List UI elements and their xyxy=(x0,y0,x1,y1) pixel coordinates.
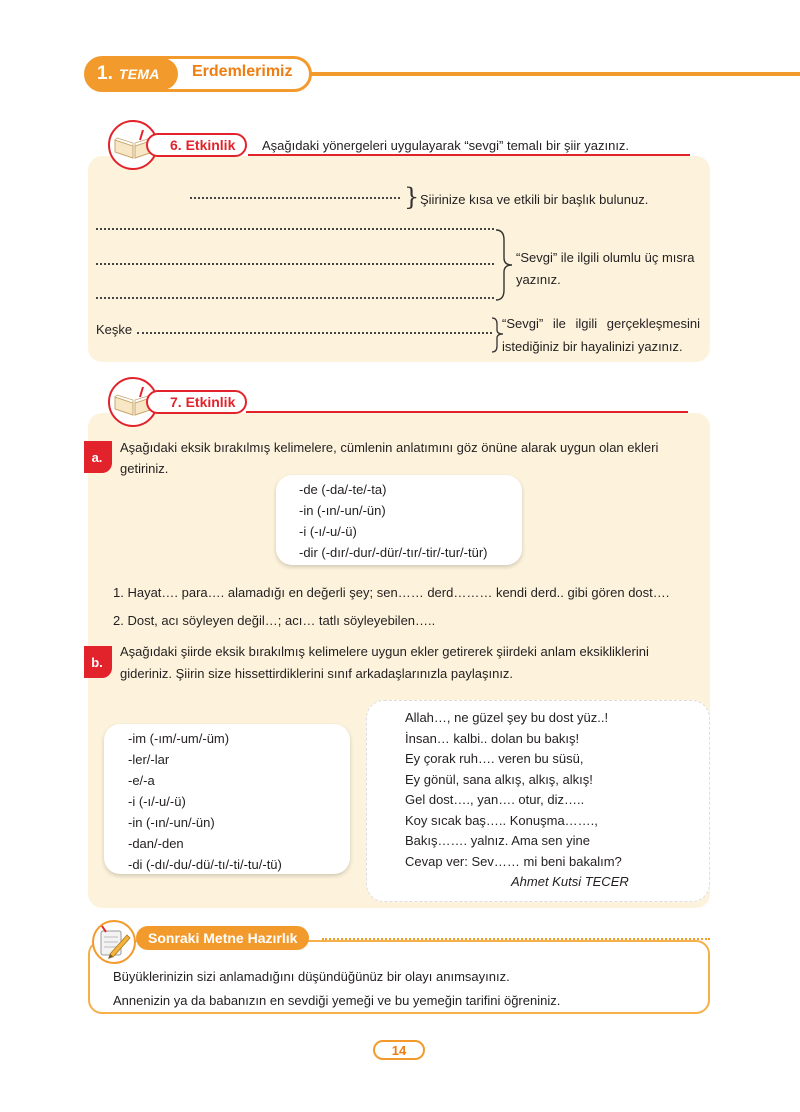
suffix-item: -i (-ı/-u/-ü) xyxy=(128,794,186,809)
notebook-pencil-icon xyxy=(92,920,136,964)
verse-hint-1: “Sevgi” ile ilgili olumlu üç mısra xyxy=(516,250,695,265)
verse-blank-3[interactable] xyxy=(96,297,494,299)
next-text-label: Sonraki Metne Hazırlık xyxy=(136,926,309,950)
unit-title: Erdemlerimiz xyxy=(192,63,293,80)
header-rule xyxy=(290,72,800,76)
title-brace: } xyxy=(404,183,420,211)
poem-line: Cevap ver: Sev…… mi beni bakalım? xyxy=(405,853,622,869)
page-number: 14 xyxy=(373,1040,425,1060)
part-a-sentence-1: 1. Hayat…. para…. alamadığı en değerli şey; sen…… derd……… kendi derd.. gibi gören dost…. xyxy=(113,585,670,600)
wish-hint-1: “Sevgi” ile ilgili gerçekleşmesini xyxy=(502,316,700,331)
activity7-label: 7. Etkinlik xyxy=(146,390,247,414)
poem-line: Allah…, ne güzel şey bu dost yüz..! xyxy=(405,710,609,725)
poet-name: Ahmet Kutsi TECER xyxy=(511,874,629,889)
next-text-dotted-rule xyxy=(322,938,710,940)
poem-line: İnsan… kalbi.. dolan bu bakış! xyxy=(405,730,580,746)
part-b-instruction-1: Aşağıdaki şiirde eksik bırakılmış kelimelere uygun ekler getirerek şiirdeki anlam eksikliklerini xyxy=(120,644,649,659)
part-b-tag: b. xyxy=(84,646,112,678)
activity6-label: 6. Etkinlik xyxy=(146,133,247,157)
unit-word: TEMA xyxy=(118,66,160,82)
verse-blank-2[interactable] xyxy=(96,263,494,265)
wish-hint-2: istediğiniz bir hayalinizi yazınız. xyxy=(502,339,683,354)
keske-word: Keşke xyxy=(96,322,133,337)
suffix-item: -di (-dı/-du/-dü/-tı/-ti/-tu/-tü) xyxy=(128,857,282,872)
part-a-sentence-2: 2. Dost, acı söyleyen değil…; acı… tatlı söyleyebilen….. xyxy=(113,613,436,628)
part-a-suffix-box xyxy=(276,475,522,565)
part-b-instruction-2: gideriniz. Şiirin size hissettirdiklerini sınıf arkadaşlarınızla paylaşınız. xyxy=(120,666,514,681)
suffix-item: -dir (-dır/-dur/-dür/-tır/-tir/-tur/-tür) xyxy=(299,545,488,560)
suffix-item: -in (-ın/-un/-ün) xyxy=(299,503,386,518)
title-blank[interactable] xyxy=(190,197,400,199)
unit-number: 1. xyxy=(97,63,113,84)
next-text-item-2: Annenizin ya da babanızın en sevdiği yemeği ve bu yemeğin tarifini öğreniniz. xyxy=(113,993,561,1008)
poem-line: Gel dost…., yan…. otur, diz….. xyxy=(405,792,585,807)
poem-line: Koy sıcak baş….. Konuşma……., xyxy=(405,812,598,828)
poem-box xyxy=(366,700,710,902)
poem-line: Bakış……. yalnız. Ama sen yine xyxy=(405,833,590,848)
next-text-item-1: Büyüklerinizin sizi anlamadığını düşündüğünüz bir olayı anımsayınız. xyxy=(113,969,510,984)
suffix-item: -im (-ım/-um/-üm) xyxy=(128,731,230,746)
part-a-tag: a. xyxy=(84,441,112,473)
verse-brace xyxy=(494,228,516,302)
part-b-suffix-box xyxy=(104,724,350,874)
verse-hint-2: yazınız. xyxy=(516,272,561,287)
suffix-item: -dan/-den xyxy=(128,836,184,851)
wish-blank[interactable] xyxy=(137,332,492,334)
poem-line: Ey çorak ruh…. veren bu süsü, xyxy=(405,751,584,766)
suffix-item: -e/-a xyxy=(128,773,155,788)
part-a-instruction-1: Aşağıdaki eksik bırakılmış kelimelere, cümlenin anlatımını göz önüne alarak uygun olan ekleri xyxy=(120,440,659,455)
suffix-item: -ler/-lar xyxy=(128,752,170,767)
poem-line: Ey gönül, sana alkış, alkış, alkış! xyxy=(405,771,593,787)
title-hint: Şiirinize kısa ve etkili bir başlık bulunuz. xyxy=(420,192,649,207)
part-a-instruction-2: getiriniz. xyxy=(120,461,169,476)
suffix-item: -de (-da/-te/-ta) xyxy=(299,482,387,497)
suffix-item: -i (-ı/-u/-ü) xyxy=(299,524,357,539)
suffix-item: -in (-ın/-un/-ün) xyxy=(128,815,215,830)
verse-blank-1[interactable] xyxy=(96,228,494,230)
unit-badge xyxy=(86,58,178,90)
activity6-instruction: Aşağıdaki yönergeleri uygulayarak “sevgi” temalı bir şiir yazınız. xyxy=(262,138,630,153)
